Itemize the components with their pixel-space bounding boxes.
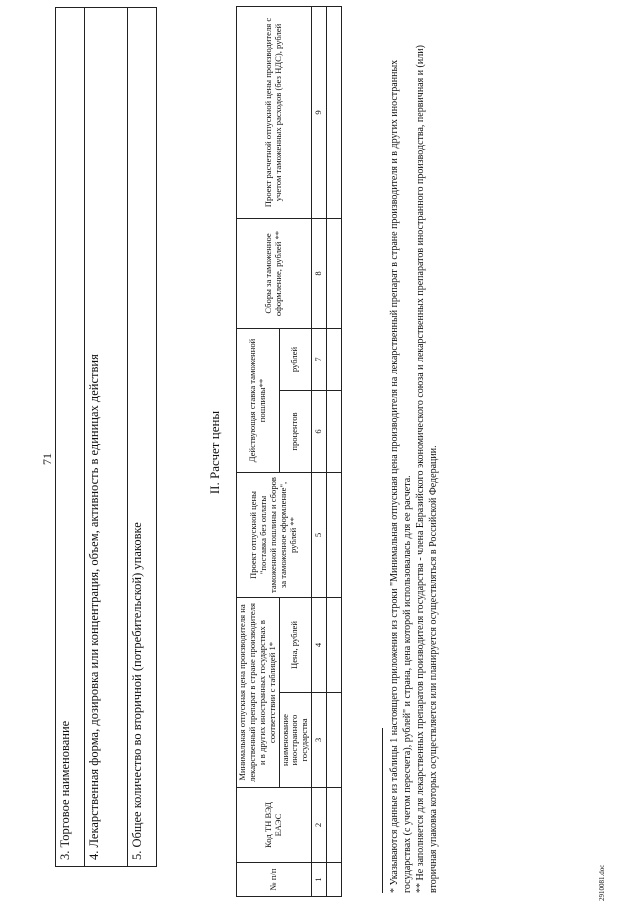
dosage-form-row: 4. Лекарственная форма, дозировка или концентрация, объем, активность в единицах действия: [85, 8, 128, 867]
footnote-divider: [382, 728, 383, 893]
empty-cell: [327, 693, 342, 788]
empty-cell: [327, 7, 342, 219]
table-row: [128, 8, 157, 867]
header-duty-rate: Действующая ставка таможенной пошлины**: [237, 329, 280, 473]
col-number: 5: [312, 473, 327, 598]
header-percent: процентов: [279, 391, 312, 473]
empty-cell: [327, 598, 342, 693]
product-info-table: [55, 7, 157, 867]
trade-name-row: 3. Торговое наименование: [56, 8, 85, 867]
package-quantity-row: 5. Общее количество во вторичной (потребительской) упаковке: [128, 8, 157, 867]
col-number: 8: [312, 219, 327, 329]
empty-data-row: [327, 7, 342, 897]
page-number: 71: [40, 453, 54, 465]
col-number: 1: [312, 863, 327, 897]
col-number: 3: [312, 693, 327, 788]
header-min-price: Минимальная отпускная цена производителя на лекарственный препарат в стране производителя и в других иностранных государствах в соответствии с таблицей 1*: [237, 598, 280, 788]
empty-cell: [327, 788, 342, 863]
section-title: II. Расчет цены: [207, 410, 222, 495]
col-number: 9: [312, 7, 327, 219]
empty-cell: [327, 329, 342, 391]
col-number: 6: [312, 391, 327, 473]
header-country: наименование иностранного государства: [279, 693, 312, 788]
table-row: [85, 8, 128, 867]
footnote-2: ** Не заполняется для лекарственных препаратов производителя государства - члена Евразийского экономического союза и лекарственных препаратов иностранного производства, первичная и (или) вторичная упаковка которых осуществляется или планируется осуществляться в Российской Федерации.: [415, 45, 439, 893]
price-calculation-table: [236, 6, 342, 897]
header-price-rub: Цена, рублей: [279, 598, 312, 693]
header-fees: Сборы за таможенное оформление, рублей **: [237, 219, 312, 329]
empty-cell: [327, 473, 342, 598]
footnote-1: * Указываются данные из таблицы 1 настоящего приложения из строки "Минимальная отпускная цена производителя на лекарственный препарат в стране производителя и в других иностранных государствах (с учетом пересчета), рублей" и страна, цена которой использовалась для ее расчета.: [389, 59, 413, 893]
col-number: 7: [312, 329, 327, 391]
empty-cell: [327, 219, 342, 329]
header-num: № п/п: [237, 863, 312, 897]
col-number: 4: [312, 598, 327, 693]
table-row: [56, 8, 85, 867]
header-project-price: Проект отпускной цены "поставка без оплаты таможенной пошлины и сборов за таможенное оформление", рублей **: [237, 473, 312, 598]
empty-cell: [327, 863, 342, 897]
header-project-customs: Проект расчетной отпускной цены производителя с учетом таможенных расходов (без НДС), рублей: [237, 7, 312, 219]
column-number-row: [312, 7, 327, 897]
header-rub: рублей: [279, 329, 312, 391]
table-header-row: [237, 7, 280, 897]
empty-cell: [327, 391, 342, 473]
col-number: 2: [312, 788, 327, 863]
document-code: 2910081.doc: [598, 864, 606, 901]
header-code: Код ТН ВЭД ЕАЭС: [237, 788, 312, 863]
